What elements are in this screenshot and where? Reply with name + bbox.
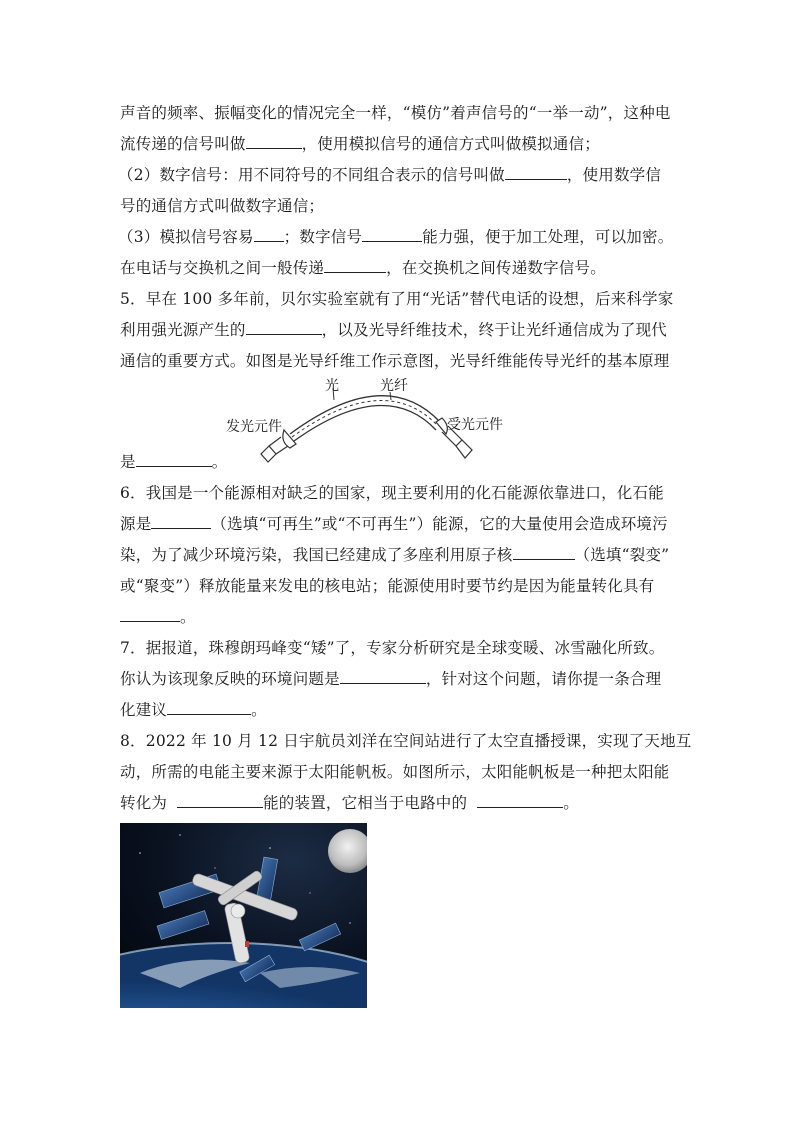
text-line: 流传递的信号叫做 ，使用模拟信号的通信方式叫做模拟通信； bbox=[120, 135, 600, 153]
text-line: 是 。 bbox=[120, 453, 228, 471]
text-line: （3）模拟信号容易 ；数字信号 能力强，便于加工处理，可以加密。 bbox=[118, 228, 674, 246]
answer-blank[interactable] bbox=[362, 227, 422, 242]
text-line: 染，为了减少环境污染，我国已经建成了多座利用原子核 （选填“裂变” bbox=[120, 546, 670, 564]
text-line: 利用强光源产生的 ，以及光导纤维技术，终于让光纤通信成为了现代 bbox=[120, 321, 668, 339]
fiber-label: 光纤 bbox=[380, 378, 408, 394]
question-6-line: 6．我国是一个能源相对缺乏的国家，现主要利用的化石能源依靠进口，化石能 bbox=[120, 484, 664, 502]
answer-blank[interactable] bbox=[136, 452, 212, 467]
question-7-line: 7．据报道，珠穆朗玛峰变“矮”了，专家分析研究是全球变暖、冰雪融化所致。 bbox=[120, 639, 665, 657]
answer-blank[interactable] bbox=[167, 700, 251, 715]
receiver-label: 受光元件 bbox=[447, 417, 503, 433]
space-station-photo bbox=[120, 823, 367, 1008]
answer-blank[interactable] bbox=[246, 320, 322, 335]
answer-blank[interactable] bbox=[340, 669, 426, 684]
answer-blank[interactable] bbox=[177, 793, 263, 808]
text-line: 或“聚变”）释放能量来发电的核电站；能源使用时要节约是因为能量转化具有 bbox=[120, 577, 655, 595]
question-5-line: 5．早在 100 多年前，贝尔实验室就有了用“光话”替代电话的设想，后来科学家 bbox=[120, 290, 674, 308]
text-line: 源是 （选填“可再生”或“不可再生”）能源，它的大量使用会造成环境污 bbox=[120, 515, 668, 533]
text-line: （2）数字信号：用不同符号的不同组合表示的信号叫做 ，使用数学信 bbox=[118, 166, 662, 184]
answer-blank[interactable] bbox=[324, 258, 386, 273]
text-line: 。 bbox=[120, 607, 196, 627]
text-line: 声音的频率、振幅变化的情况完全一样，“模仿”着声信号的“一举一动”，这种电 bbox=[120, 104, 671, 122]
text-line: 在电话与交换机之间一般传递 ，在交换机之间传递数字信号。 bbox=[120, 259, 606, 277]
text-line: 你认为该现象反映的环境问题是 ，针对这个问题，请你提一条合理 bbox=[120, 670, 662, 688]
text-line: 动，所需的电能主要来源于太阳能帆板。如图所示，太阳能帆板是一种把太阳能 bbox=[120, 763, 670, 781]
text-line: 化建议 。 bbox=[120, 701, 267, 719]
answer-blank[interactable] bbox=[254, 227, 284, 242]
answer-blank[interactable] bbox=[246, 134, 302, 149]
answer-blank[interactable] bbox=[120, 607, 180, 622]
answer-blank[interactable] bbox=[513, 545, 575, 560]
answer-blank[interactable] bbox=[477, 793, 563, 808]
text-line: 通信的重要方式。如图是光导纤维工作示意图，光导纤维能传导光纤的基本原理 bbox=[120, 352, 670, 370]
answer-blank[interactable] bbox=[151, 514, 211, 529]
text-line: 号的通信方式叫做数字通信； bbox=[120, 197, 325, 215]
question-8-line: 8．2022 年 10 月 12 日宇航员刘洋在空间站进行了太空直播授课，实现了天地互 bbox=[120, 732, 692, 750]
light-label: 光 bbox=[325, 378, 339, 394]
answer-blank[interactable] bbox=[505, 165, 567, 180]
text-line: 转化为 能的装置，它相当于电路中的 。 bbox=[120, 794, 579, 812]
emitter-label: 发光元件 bbox=[226, 419, 282, 435]
